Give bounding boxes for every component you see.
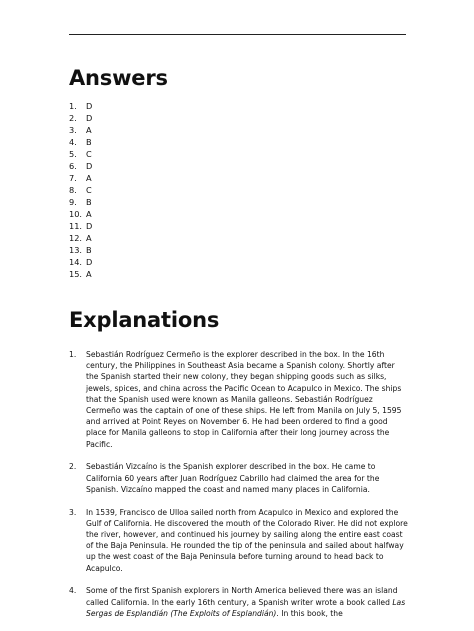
answer-number: 9.: [69, 197, 77, 207]
answer-number: 10.: [69, 209, 83, 219]
answer-number: 1.: [69, 101, 77, 111]
answers-list: [69, 100, 92, 280]
answer-number: 7.: [69, 173, 77, 183]
answer-number: 8.: [69, 185, 77, 195]
answer-item: [69, 112, 92, 124]
answer-number: 5.: [69, 149, 77, 159]
answer-number: 12.: [69, 233, 83, 243]
explanation-item: [69, 461, 409, 495]
answer-item: [69, 196, 92, 208]
answer-number: 13.: [69, 245, 83, 255]
answer-item: [69, 160, 92, 172]
answer-letter: A: [86, 125, 92, 135]
answer-letter: B: [86, 197, 92, 207]
answer-item: [69, 184, 92, 196]
answer-letter: C: [86, 185, 92, 195]
answer-item: [69, 244, 92, 256]
answer-item: [69, 124, 92, 136]
answer-item: [69, 136, 92, 148]
answer-item: [69, 220, 92, 232]
book-title: Las Sergas de Esplandián (The Exploits of Esplandián): [86, 597, 406, 618]
answer-number: 15.: [69, 269, 83, 279]
explanation-number: 1.: [69, 350, 77, 359]
answer-letter: A: [86, 173, 92, 183]
explanation-number: 3.: [69, 507, 77, 517]
explanation-text-after: . In this book, the: [276, 608, 343, 618]
explanation-item: [69, 507, 409, 574]
top-divider: [69, 34, 406, 35]
answer-letter: D: [86, 221, 93, 231]
answer-item: [69, 232, 92, 244]
explanation-text: Sebastián Vizcaíno is the Spanish explorer described in the box. He came to California 60 years after Juan Rodríguez Cabrillo had claimed the area for the Spanish. Vizcaíno mapped the coast and named many places in California.: [86, 462, 380, 494]
answer-item: [69, 148, 92, 160]
answer-item: [69, 256, 92, 268]
explanation-number: 2.: [69, 462, 77, 472]
answer-letter: A: [86, 209, 92, 219]
answer-item: [69, 208, 92, 220]
answer-letter: C: [86, 149, 92, 159]
explanation-number: 4.: [69, 586, 77, 596]
explanation-text: [86, 585, 409, 619]
explanations-list: [69, 349, 409, 631]
explanation-text-before: Some of the first Spanish explorers in North America believed there was an island called California. In the early 16th century, a Spanish writer wrote a book called: [86, 586, 398, 607]
answer-letter: D: [86, 161, 93, 171]
explanation-text: In 1539, Francisco de Ulloa sailed north from Acapulco in Mexico and explored the Gulf of California. He discovered the mouth of the Colorado River. He did not explore the river, however, and continued his journey by sailing along the entire east coast of the Baja Peninsula. He rounded the tip of the peninsula and sailed about halfway up the west coast of the Baja Peninsula before turning around to head back to Acapulco.: [86, 507, 408, 573]
explanation-text: Sebastián Rodríguez Cermeño is the explorer described in the box. In the 16th century, the Philippines in Southeast Asia became a Spanish colony. Shortly after the Spanish started their new colony, they began shipping goods such as silks, jewels, spices, and china across the Pacific Ocean to Acapulco in Mexico. The ships that the Spanish used were known as Manila galleons. Sebastián Rodríguez Cermeño was the captain of one of these ships. He left from Manila on July 5, 1595 and arrived at Point Reyes on November 6. He had been ordered to find a good place for Manila galleons to stop in California after their long journey across the Pacific.: [86, 350, 402, 449]
answer-letter: A: [86, 269, 92, 279]
answer-number: 4.: [69, 137, 77, 147]
answer-number: 14.: [69, 257, 83, 267]
explanations-heading: Explanations: [69, 308, 220, 332]
answer-letter: B: [86, 245, 92, 255]
answer-number: 3.: [69, 125, 77, 135]
explanation-item: [69, 585, 409, 619]
answer-item: [69, 268, 92, 280]
explanation-item: [69, 349, 409, 450]
answer-letter: D: [86, 257, 93, 267]
answer-number: 11.: [69, 221, 83, 231]
answers-heading: Answers: [69, 66, 168, 90]
answer-item: [69, 100, 92, 112]
answer-item: [69, 172, 92, 184]
answer-letter: D: [86, 101, 93, 111]
answer-letter: D: [86, 113, 93, 123]
answer-number: 6.: [69, 161, 77, 171]
answer-number: 2.: [69, 113, 77, 123]
answer-letter: B: [86, 137, 92, 147]
answer-letter: A: [86, 233, 92, 243]
